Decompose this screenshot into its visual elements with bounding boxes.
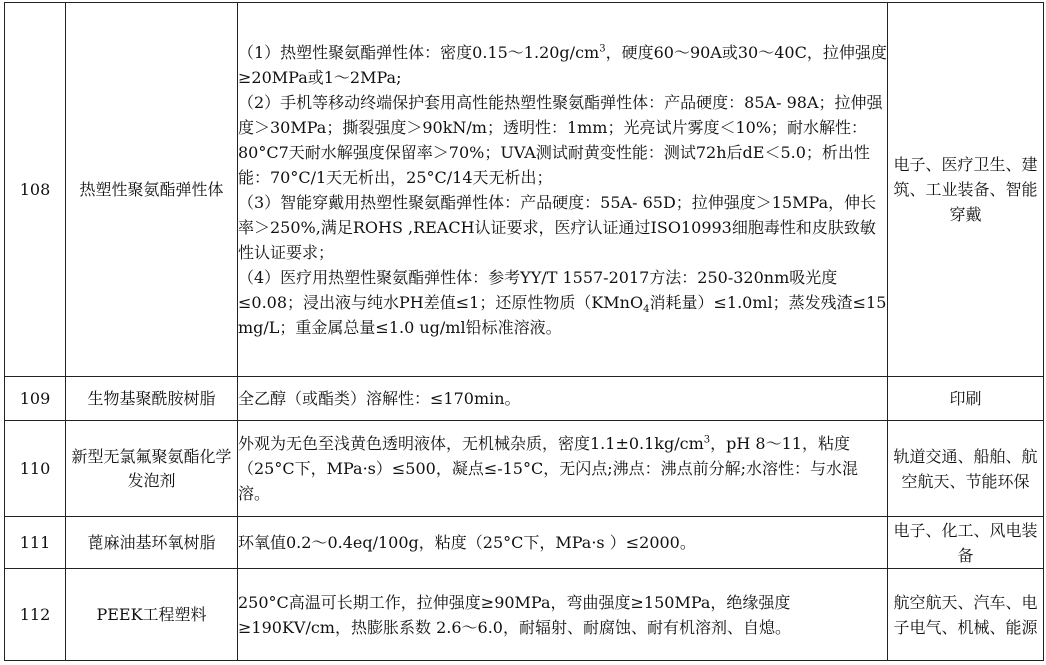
spec-item-3: （3）智能穿戴用热塑性聚氨酯弹性体：产品硬度：55A- 65D；拉伸强度＞15MPa，伸长率＞250%,满足ROHS ,REACH认证要求，医疗认证通过ISO10993细胞毒性和皮肤致敏性认证要求； xyxy=(238,192,877,262)
spec-description: 外观为无色至浅黄色透明液体，无机械杂质，密度$1.1\pm 0.1kg/cm^3$，pH 8～11，粘度（25°C下，MPa·s）≤500，凝点≤-15°C，无闪点;沸点：沸点前分解;水溶性：与水混溶。 xyxy=(238,421,888,517)
application-fields: 电子、医疗卫生、建筑、工业装备、智能穿戴 xyxy=(888,3,1044,377)
product-name: 蓖麻油基环氧树脂 xyxy=(66,517,238,569)
spec-table xyxy=(4,2,1044,661)
spec-description: 环氧值0.2～0.4eq/100g，粘度（25°C下，MPa·s ）≤2000。 xyxy=(238,517,888,569)
spec-description: 全乙醇（或酯类）溶解性：≤170min。 xyxy=(238,377,888,421)
table-row xyxy=(5,3,1044,377)
product-name: 生物基聚酰胺树脂 xyxy=(66,377,238,421)
table-row xyxy=(5,421,1044,517)
row-number: 111 xyxy=(5,517,66,569)
row-number: 109 xyxy=(5,377,66,421)
row-number: 110 xyxy=(5,421,66,517)
spec-item-2: （2）手机等移动终端保护套用高性能热塑性聚氨酯弹性体：产品硬度：85A- 98A；拉伸强度＞30MPa；撕裂强度＞90kN/m；透明性：1mm；光亮试片雾度＜10%；耐水解性：80°C7天耐水解强度保留率＞70%；UVA测试耐黄变性能：测试72h后dE＜5.0；析出性能：70°C/1天无析出，25°C/14天无析出； xyxy=(238,92,883,187)
spec-item-4: （4）医疗用热塑性聚氨酯弹性体：参考YY/T 1557-2017方法：250-320nm吸光度≤0.08；浸出液与纯水PH差值≤1；还原性物质（KMnO$_4$消耗量）≤1.0ml；蒸发残渣≤15 mg/L；重金属总量≤1.0 ug/ml铅标准溶液。 xyxy=(238,267,887,337)
table-row xyxy=(5,517,1044,569)
product-name: PEEK工程塑料 xyxy=(66,569,238,661)
application-fields: 印刷 xyxy=(888,377,1044,421)
application-fields: 电子、化工、风电装备 xyxy=(888,517,1044,569)
product-name: 新型无氯氟聚氨酯化学发泡剂 xyxy=(66,421,238,517)
spec-item-1: （1）热塑性聚氨酯弹性体：密度$0.15\sim 1.20g/cm^3$，硬度60～90A或30～40C，拉伸强度≥20MPa或1～2MPa; xyxy=(238,42,887,87)
row-number: 112 xyxy=(5,569,66,661)
product-name: 热塑性聚氨酯弹性体 xyxy=(66,3,238,377)
row-number: 108 xyxy=(5,3,66,377)
spec-description: 250°C高温可长期工作，拉伸强度≥90MPa，弯曲强度≥150MPa，绝缘强度≥190KV/cm，热膨胀系数 2.6～6.0，耐辐射、耐腐蚀、耐有机溶剂、自熄。 xyxy=(238,569,888,661)
spec-description xyxy=(238,3,888,377)
table-row xyxy=(5,377,1044,421)
application-fields: 轨道交通、船舶、航空航天、节能环保 xyxy=(888,421,1044,517)
application-fields: 航空航天、汽车、电子电气、机械、能源 xyxy=(888,569,1044,661)
table-row xyxy=(5,569,1044,661)
